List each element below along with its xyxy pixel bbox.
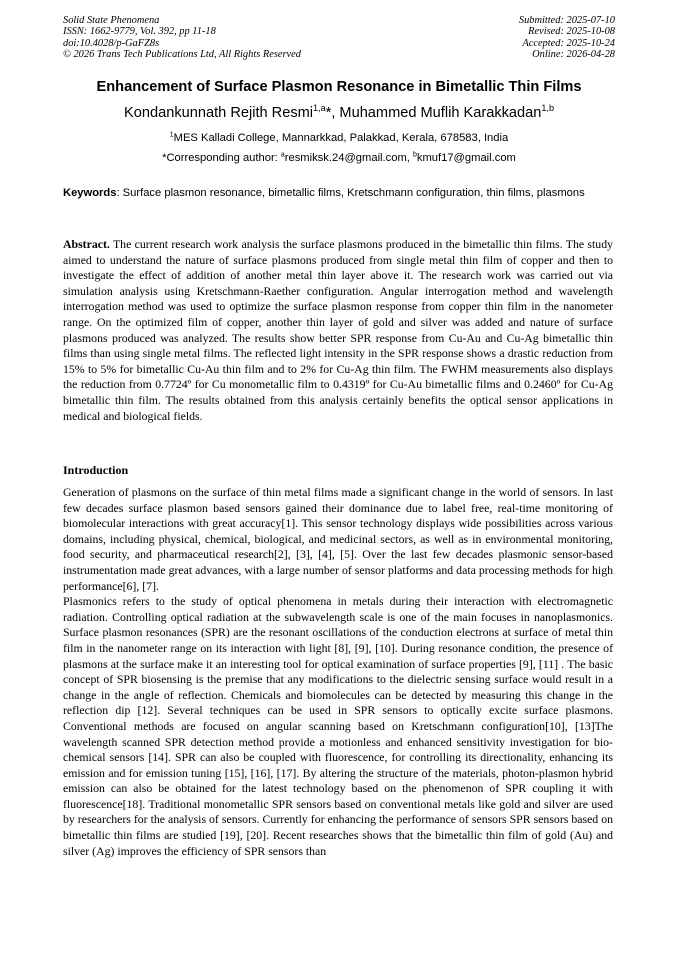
- author-1: Kondankunnath Rejith Resmi: [124, 105, 314, 121]
- paragraph: Plasmonics refers to the study of optical phenomena in metals during their interaction with electromagnetic radiation. Controlling optical radiation at the subwavelength scale is one of the main focuses in nanoplasmonics. Surface plasmon resonances (SPR) are the resonant oscillations of the conduction electrons at surface of metal thin film in the nanometer range on its interaction with light [8], [9], [10]. During resonance condition, the presence of plasmons at the surface make it an interesting tool for optical examination of surface properties [9], [11] . The basic concept of SPR biosensing is the premise that any modifications to the dielectric sensing surface would result in a change in the angle of reflection. Chemicals and biomolecules can be detected by measuring this change in the reflection dip [12]. Several techniques can be used in SPR sensors to optically excite surface plasmons. Conventional methods are focused on angular scanning based on Kretschmann configuration[10], [13]The wavelength scanned SPR detection method provide a motionless and enhanced sensitivity investigation for bio-chemical sensors [14]. SPR can also be coupled with fluorescence, for controlling its directionality, enhancing its emission and for emission tuning [15], [16], [17]. By altering the structure of the materials, photon-plasmon hybrid emission can also be obtained for the latest technology based on the phenomenon of SPR coupling it with fluorescence[18]. Traditional monometallic SPR sensors based on conventional metals like gold and silver are used by researchers for the analysis of sensors. Currently for enhancing the performance of sensors SPR sensors based on bimetallic thin films are studied [19], [20]. Recent researches shows that the bimetallic thin film of gold (Au) and silver (Ag) improves the efficiency of SPR sensors than: [63, 594, 613, 858]
- keywords-text: : Surface plasmon resonance, bimetallic films, Kretschmann configuration, thin films, plasmons: [116, 187, 585, 199]
- journal-copyright: © 2026 Trans Tech Publications Ltd, All Rights Reserved: [63, 49, 301, 61]
- email-a[interactable]: resmiksk.24@gmail.com: [284, 152, 407, 164]
- author-1-affiliation: 1,a: [313, 103, 326, 114]
- email-b[interactable]: kmuf17@gmail.com: [416, 152, 516, 164]
- affiliation-text: MES Kalladi College, Mannarkkad, Palakkad, Kerala, 678583, India: [173, 132, 509, 144]
- date-revised: Revised: 2025-10-08: [528, 26, 615, 38]
- email-b-marker: b: [413, 151, 417, 159]
- email-a-marker: a: [280, 151, 285, 159]
- affiliation-number: 1: [169, 131, 174, 139]
- abstract: [63, 237, 613, 424]
- author-line: [40, 105, 638, 121]
- date-accepted: Accepted: 2025-10-24: [522, 37, 615, 49]
- paragraph: Generation of plasmons on the surface of thin metal films made a significant change in the world of sensors. In last few decades surface plasmon based sensors gained their dominance due to label free, real-time monitoring of biomolecular interactions with great accuracy[1]. This sensor technology displays wide possibilities across various domains, including physical, chemical, biological, and medicinal sectors, as well as in environmental monitoring, food security, and pharmaceutical research[2], [3], [4], [5]. Over the last few decades plasmonic sensor-based instrumentation made great advances, with a large number of sensor platforms and data processing methods for high performance[6], [7].: [63, 485, 613, 593]
- corresponding-mark: *: [325, 105, 332, 121]
- keywords: [63, 186, 613, 201]
- corresponding-author: [40, 152, 638, 164]
- abstract-label: Abstract.: [63, 237, 110, 251]
- introduction-heading: Introduction: [63, 463, 129, 477]
- affiliation: [40, 132, 638, 144]
- keywords-label: Keywords: [63, 187, 117, 199]
- journal-issn: ISSN: 1662-9779, Vol. 392, pp 11-18: [63, 26, 216, 38]
- abstract-text: The current research work analysis the surface plasmons produced in the bimetallic thin films. The study aimed to understand the nature of surface plasmons produced from single metal thin film of copper and then to investigate the effect of addition of another metal thin layer above it. The research work was carried out via simulation analysis using Kretschmann-Raether configuration. Angular interrogation method and wavelength interrogation method was used to optimize the surface plasmon response from copper thin film in the nanometer range. On the optimized film of copper, another thin layer of gold and silver was added and nature of surface plasmons produced was analyzed. The results show better SPR response from Cu-Au and Cu-Ag bimetallic thin films than using single metal films. The reflected light intensity in the SPR response shows a drastic reduction from 15% to 5% for bimetallic Cu-Au thin film and to 2% for Cu-Ag thin film. The FWHM measurements also displays the reduction from 0.7724º for Cu monometallic film to 0.4319º for Cu-Au bimetallic films and 0.2460º for Cu-Ag bimetallic thin film. The results obtained from this analysis certainly benefits the optical sensor applications in medical and biological fields.: [63, 237, 613, 423]
- journal-name: Solid State Phenomena: [63, 15, 160, 26]
- introduction-body: [63, 485, 613, 859]
- journal-info: [63, 15, 301, 61]
- author-separator: ,: [331, 105, 340, 121]
- date-submitted: Submitted: 2025-07-10: [518, 15, 615, 26]
- paper-title: Enhancement of Surface Plasmon Resonance in Bimetallic Thin Films: [96, 79, 582, 95]
- date-online: Online: 2026-04-28: [532, 49, 615, 61]
- journal-doi: doi:10.4028/p-GaFZ8s: [63, 37, 160, 49]
- corresponding-label: *Corresponding author:: [162, 152, 281, 164]
- author-2: Muhammed Muflih Karakkadan: [339, 105, 542, 121]
- author-2-affiliation: 1,b: [541, 103, 554, 114]
- publication-dates: [519, 15, 615, 61]
- email-separator: ,: [406, 152, 413, 164]
